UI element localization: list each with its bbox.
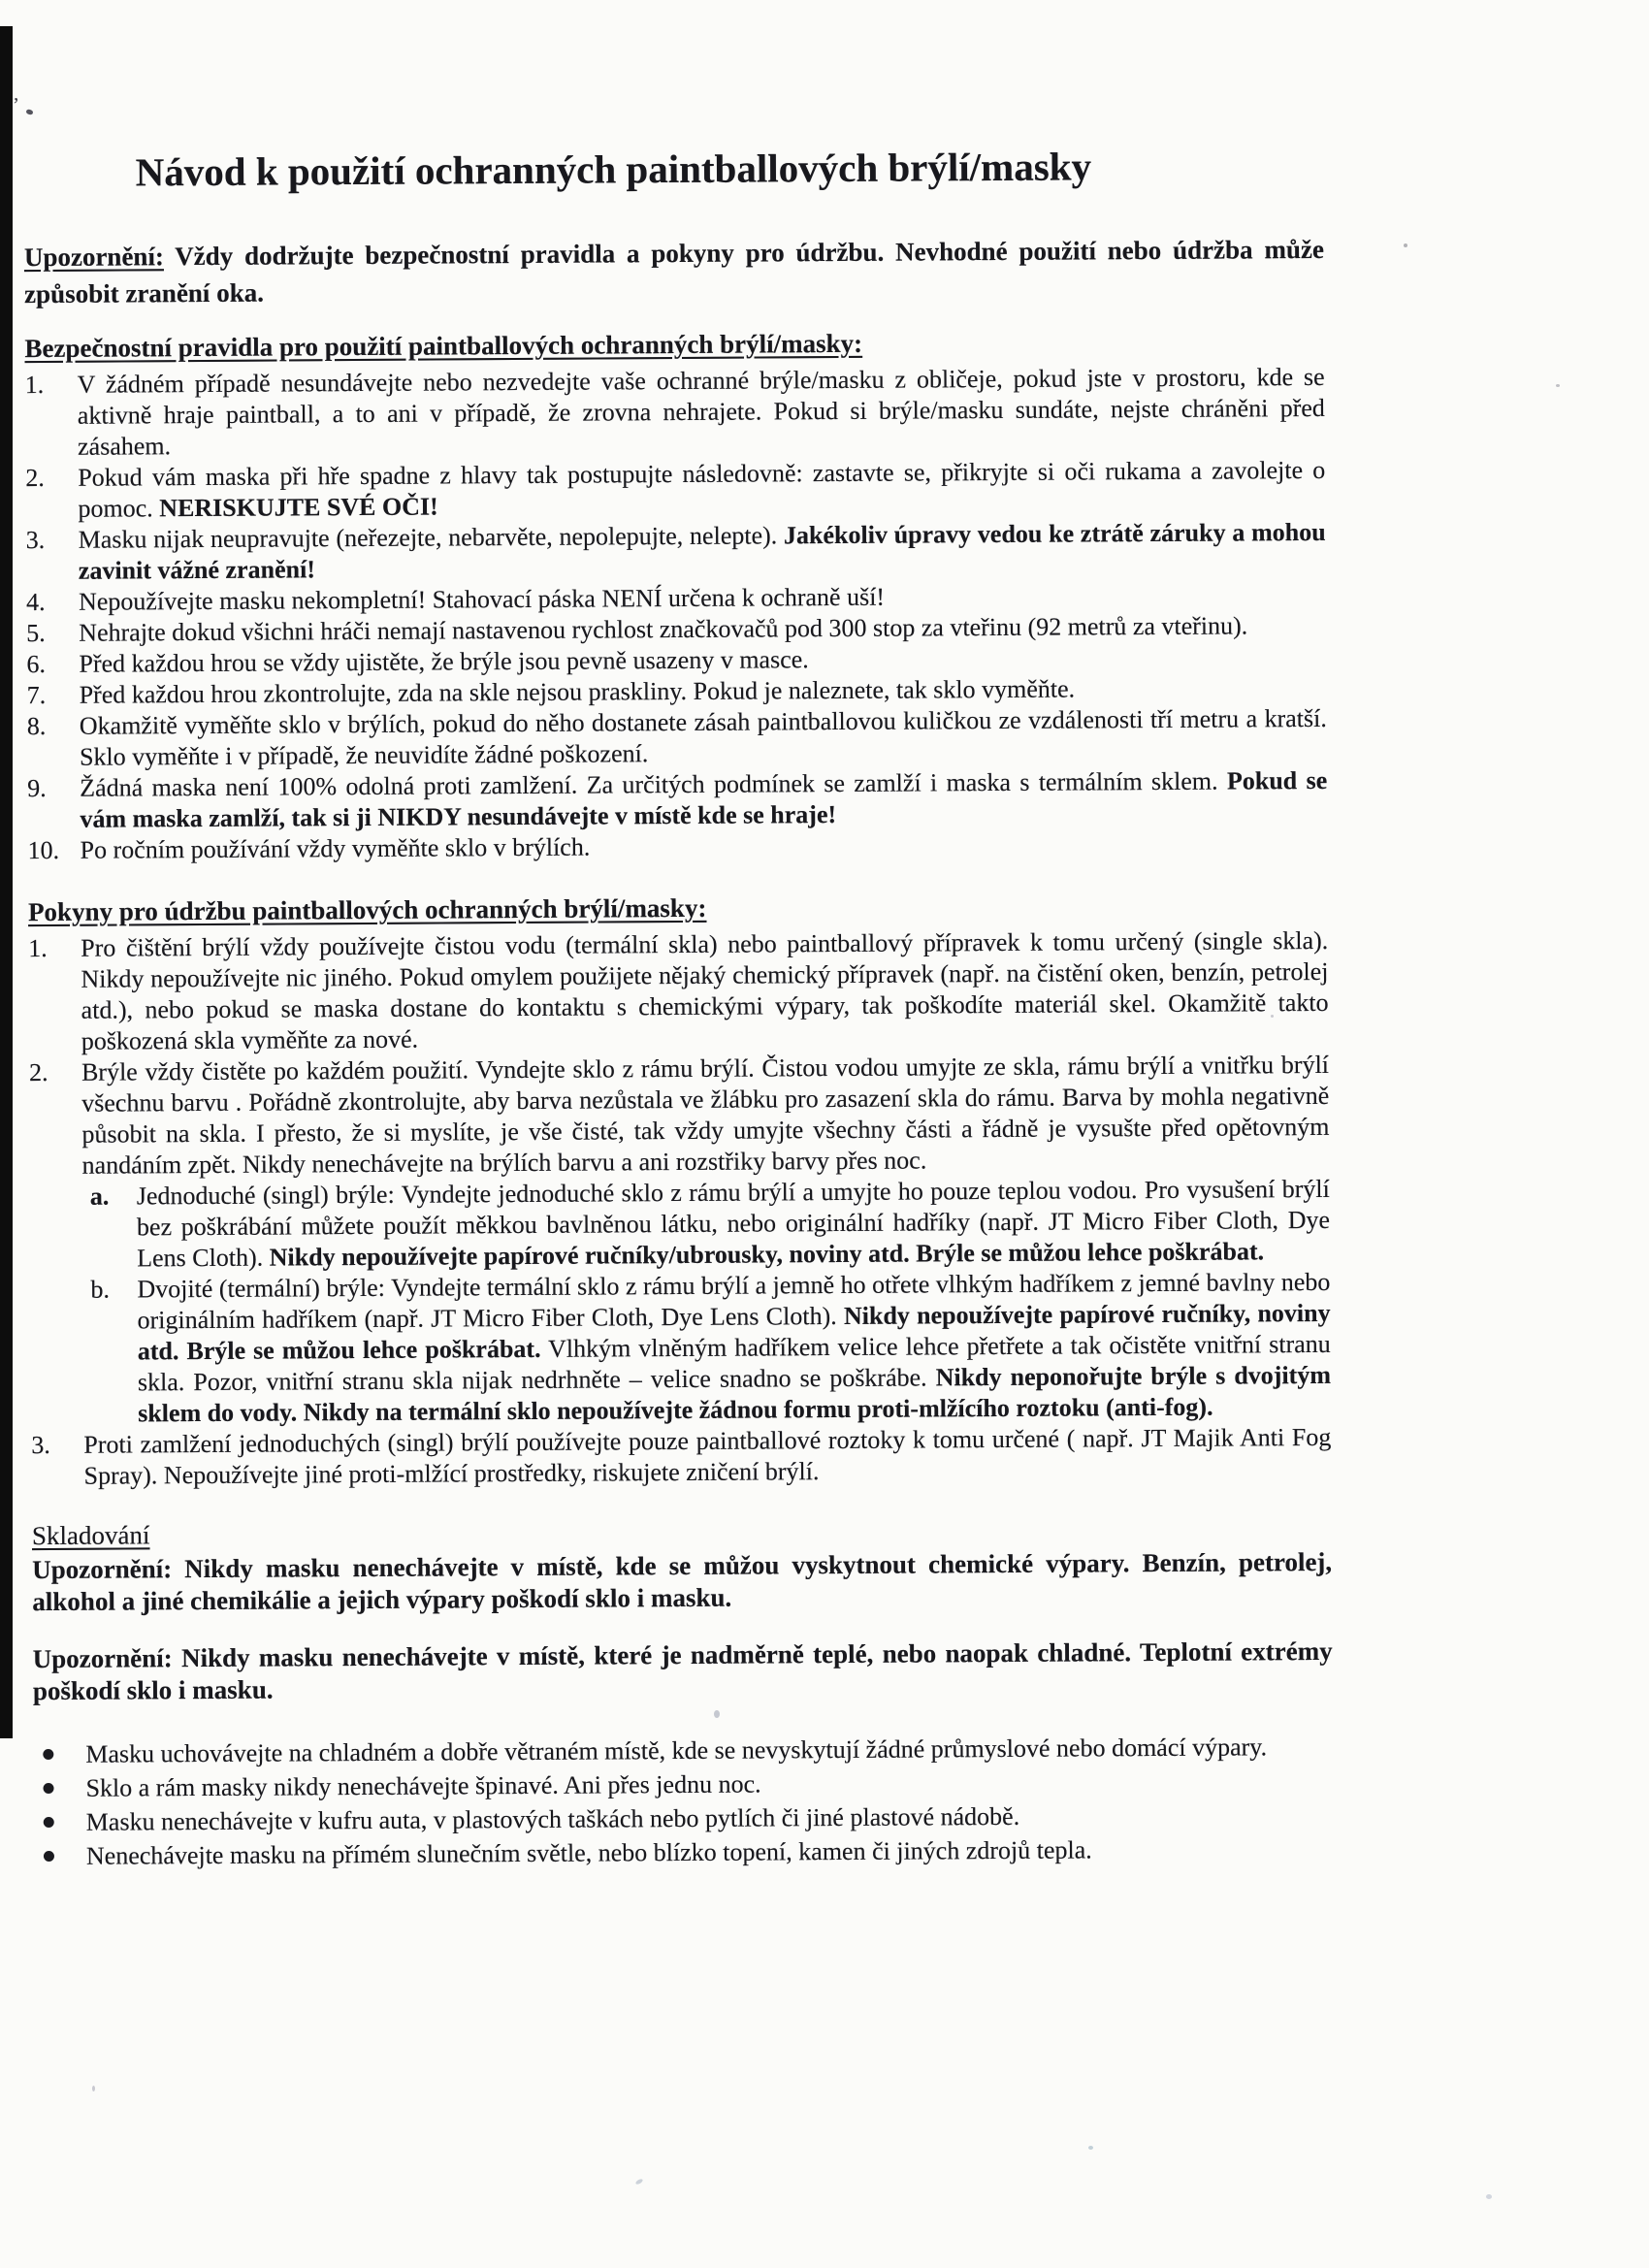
item-text: Pro čištění brýlí vždy používejte čistou vodu (termální skla) nebo paintballový přípravek k tomu určený (single skla). Nikdy nepoužívejte nic jiného. Pokud omylem použijete nějaký chemický přípravek (např. na čistění oken, benzín, petrolej atd.), nebo pokud se maska dostane do kontaktu s chemickými výpary, tak poškodíte materiál skel. Okamžitě takto poškozená skla vyměňte za nové. [81, 925, 1329, 1055]
intro-warning-text: Vždy dodržujte bezpečnostní pravidla a pokyny pro údržbu. Nevhodné použití nebo údržba může způsobit zranění oka. [24, 234, 1324, 309]
storage-warning-chemicals: Upozornění: Nikdy masku nenechávejte v místě, kde se můžou vyskytnout chemické výpary. Benzín, petrolej, alkohol a jiné chemikálie a jejich výpary poškodí sklo i masku. [32, 1546, 1333, 1617]
storage-warning-temperature: Upozornění: Nikdy masku nenechávejte v místě, které je nadměrně teplé, nebo naopak chladné. Teplotní extrémy poškodí sklo i masku. [32, 1636, 1333, 1706]
maintenance-item-3 [31, 1422, 1331, 1492]
item-number: 3. [31, 1430, 50, 1460]
maintenance-list [28, 925, 1331, 1492]
safety-rules-list [25, 362, 1328, 866]
bullet-icon [33, 1738, 85, 1770]
scan-speck [1486, 2194, 1492, 2199]
bullet-text: Masku uchovávejte na chladném a dobře větraném místě, kde se nevyskytují žádné průmyslové nebo domácí výpary. [85, 1733, 1268, 1768]
maintenance-subitem-b [82, 1267, 1331, 1430]
item-text: Masku nijak neupravujte (neřezejte, nebarvěte, nepolepujte, nelepte). Jakékoliv úpravy vedou ke ztrátě záruky a mohou zavinit vážné zranění! [78, 517, 1326, 585]
safety-section-heading: Bezpečnostní pravidla pro použití paintballových ochranných brýlí/masky: [24, 328, 863, 364]
item-number: 8. [26, 711, 47, 741]
bullet-text: Nenechávejte masku na přímém slunečním světle, nebo blízko topení, kamen či jiných zdrojů tepla. [85, 1835, 1092, 1870]
subitem-letter: b. [90, 1275, 110, 1304]
bullet-text: Masku nenechávejte v kufru auta, v plastových taškách nebo pytlích či jiné plastové nádobě. [85, 1801, 1020, 1836]
item-number: 1. [28, 933, 48, 963]
safety-rule-8 [27, 703, 1327, 773]
scan-speck [1556, 384, 1560, 387]
bullet-icon [33, 1772, 85, 1804]
safety-rule-2 [25, 455, 1325, 525]
item-text: Pokud vám maska při hře spadne z hlavy tak postupujte následovně: zastavte se, přikryjte si oči rukama a zavolejte o pomoc. NERISKUJTE SVÉ OČI! [78, 455, 1326, 523]
item-number: 9. [27, 773, 47, 803]
maintenance-sublist [82, 1174, 1332, 1430]
item-text: Po ročním používání vždy vyměňte sklo v brýlích. [80, 832, 591, 864]
item-text: Žádná maska není 100% odolná proti zamlžení. Za určitých podmínek se zamlží i maska s termálním sklem. Pokud se vám maska zamlží, tak si ji NIKDY nesundávejte v místě kde se hraje! [80, 765, 1328, 833]
item-number: 1. [24, 370, 45, 400]
document-content [22, 0, 1334, 1874]
intro-warning-label: Upozornění: [23, 242, 164, 273]
document-title: Návod k použití ochranných paintballových brýlí/masky [135, 144, 1092, 195]
storage-bullet-2 [33, 1765, 1333, 1804]
storage-bullet-list [33, 1731, 1334, 1872]
scan-edge-artifact [0, 26, 13, 1738]
safety-rule-10 [28, 827, 1328, 866]
subitem-text: Jednoduché (singl) brýle: Vyndejte jednoduché sklo z rámu brýlí a umyjte ho pouze teplou vodou. Pro vysušení brýlí bez poškrábání můžete použít měkkou bavlněnou látku, nebo originální hadříky (např. JT Micro Fiber Cloth, Dye Lens Cloth). Nikdy nepoužívejte papírové ručníky/ubrousky, noviny atd. Brýle se můžou lehce poškrábat. [136, 1174, 1331, 1273]
item-text: Okamžitě vyměňte sklo v brýlích, pokud do něho dostanete zásah paintballovou kuličkou ze vzdálenosti tří metru a kratší. Sklo vyměňte i v případě, že neuvidíte žádné poškození. [79, 703, 1327, 771]
scan-speck [635, 2178, 644, 2185]
subitem-letter: a. [89, 1182, 110, 1211]
item-number: 2. [25, 463, 45, 493]
safety-rule-1 [25, 362, 1326, 463]
safety-rule-3 [26, 517, 1326, 587]
maintenance-item-2 [29, 1050, 1331, 1430]
storage-bullet-1 [33, 1731, 1333, 1770]
intro-warning [24, 231, 1324, 312]
subitem-text: Dvojité (termální) brýle: Vyndejte termální sklo z rámu brýlí a jemně ho otřete vlhkým hadříkem z jemné bavlny nebo originálním hadříkem (např. JT Micro Fiber Cloth, Dye Lens Cloth). Nikdy nepoužívejte papírové ručníky, noviny atd. Brýle se můžou lehce poškrábat. Vlhkým vlněným hadříkem velice lehce přetřete a tak očistěte vnitřní stranu skla. Pozor, vnitřní stranu skla nijak nedrhněte – velice snadno se poškrábe. Nikdy neponořujte brýle s dvojitým sklem do vody. Nikdy na termální sklo nepoužívejte žádnou formu proti-mlžícího roztoku (anti-fog). [137, 1267, 1332, 1428]
item-number: 3. [25, 525, 46, 555]
scan-speck [1088, 2146, 1093, 2150]
item-number: 7. [26, 680, 47, 710]
bullet-icon [34, 1806, 86, 1838]
scan-speck [1404, 243, 1407, 247]
item-number: 5. [26, 618, 46, 648]
item-number: 2. [28, 1057, 48, 1087]
item-number: 4. [25, 587, 46, 617]
scan-speck [92, 2086, 95, 2091]
item-body [81, 1050, 1331, 1430]
storage-bullet-4 [34, 1832, 1334, 1872]
bullet-text: Sklo a rám masky nikdy nenechávejte špinavé. Ani přes jednu noc. [85, 1769, 761, 1802]
storage-section-heading: Skladování [31, 1520, 150, 1551]
bullet-icon [34, 1840, 86, 1872]
storage-bullet-3 [34, 1798, 1334, 1838]
item-text: V žádném případě nesundávejte nebo nezvedejte vaše ochranné brýle/masku z obličeje, pokud jste v prostoru, kde se aktivně hraje paintball, a to ani v případě, že zrovna nehrajete. Pokud si brýle/masku sundáte, nejste chráněni před zásahem. [77, 362, 1325, 461]
item-number: 6. [26, 649, 47, 679]
maintenance-subitem-a [82, 1174, 1331, 1275]
item-text: Nepoužívejte masku nekompletní! Stahovací páska NENÍ určena k ochraně uší! [78, 582, 886, 616]
item-text: Proti zamlžení jednoduchých (singl) brýlí používejte pouze paintballové roztoky k tomu určené ( např. JT Majik Anti Fog Spray). Nepoužívejte jiné proti-mlžící prostředky, riskujete zničení brýlí. [83, 1422, 1332, 1490]
item-text: Nehrajte dokud všichni hráči nemají nastavenou rychlost značkovačů pod 300 stop za vteřinu (92 metrů za vteřinu). [79, 611, 1248, 647]
safety-rule-9 [27, 765, 1327, 835]
item-number: 10. [27, 835, 60, 865]
maintenance-item-1 [28, 925, 1329, 1057]
item-text: Před každou hrou zkontrolujte, zda na skle nejsou praskliny. Pokud je naleznete, tak sklo vyměňte. [79, 674, 1076, 709]
maintenance-section-heading: Pokyny pro údržbu paintballových ochranných brýlí/masky: [27, 892, 707, 927]
item-text: Brýle vždy čistěte po každém použití. Vyndejte sklo z rámu brýlí. Čistou vodou umyjte ze skla, rámu brýlí a vnitřku brýlí všechnu barvu . Pořádně zkontrolujte, aby barva nezůstala ve žlábku pro zasazení skla do rámu. Barva by mohla negativně působit na skla. I přesto, že si myslíte, je vše čisté, tak vždy umyjte všechny části a řádně je vysušte před opětovným nandáním zpět. Nikdy nenechávejte na brýlích barvu a ani rozstřiky barvy přes noc. [81, 1050, 1330, 1180]
item-text: Před každou hrou se vždy ujistěte, že brýle jsou pevně usazeny v masce. [79, 645, 809, 678]
scan-speck: ʼ [13, 93, 19, 116]
